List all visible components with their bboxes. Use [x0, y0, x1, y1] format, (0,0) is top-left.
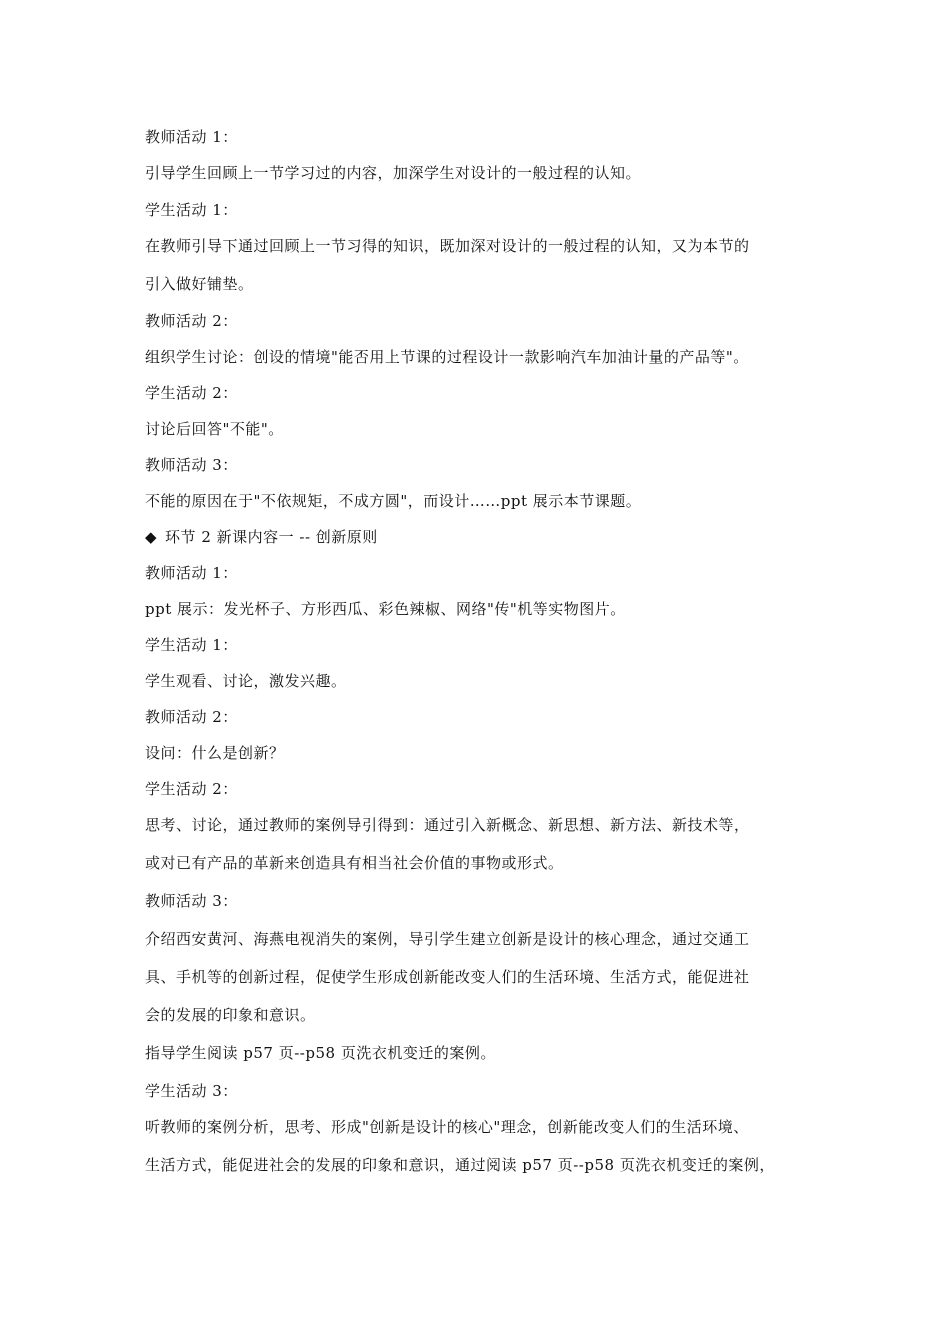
student-activity-3b-text-line1: 听教师的案例分析，思考、形成"创新是设计的核心"理念，创新能改变人们的生活环境、	[145, 1118, 749, 1136]
student-activity-1-text-line1: 在教师引导下通过回顾上一节习得的知识，既加深对设计的一般过程的认知，又为本节的	[145, 237, 750, 255]
student-activity-1-text-line2: 引入做好铺垫。	[145, 275, 254, 293]
teacher-activity-2-heading: 教师活动 2：	[145, 312, 238, 330]
teacher-activity-3-text: 不能的原因在于"不依规矩，不成方圆"，而设计……ppt 展示本节课题。	[145, 492, 642, 510]
student-activity-2-heading: 学生活动 2：	[145, 384, 238, 402]
teacher-activity-1b-heading: 教师活动 1：	[145, 564, 238, 582]
student-activity-3b-heading: 学生活动 3：	[145, 1082, 238, 1100]
teacher-activity-2b-heading: 教师活动 2：	[145, 708, 238, 726]
teacher-activity-3b-heading: 教师活动 3：	[145, 892, 238, 910]
student-activity-2b-heading: 学生活动 2：	[145, 780, 238, 798]
teacher-activity-1-text: 引导学生回顾上一节学习过的内容，加深学生对设计的一般过程的认知。	[145, 164, 642, 182]
teacher-activity-1b-text: ppt 展示：发光杯子、方形西瓜、彩色辣椒、网络"传"机等实物图片。	[145, 600, 626, 618]
student-activity-1b-heading: 学生活动 1：	[145, 636, 238, 654]
teacher-activity-3b-text-line1: 介绍西安黄河、海燕电视消失的案例，导引学生建立创新是设计的核心理念，通过交通工	[145, 930, 750, 948]
teacher-activity-3b-text-line2: 具、手机等的创新过程，促使学生形成创新能改变人们的生活环境、生活方式，能促进社	[145, 968, 750, 986]
teacher-activity-1-heading: 教师活动 1：	[145, 128, 238, 146]
section-heading	[145, 527, 378, 547]
teacher-activity-2b-text: 设问：什么是创新？	[145, 744, 285, 762]
student-activity-1-heading: 学生活动 1：	[145, 201, 238, 219]
section-heading-text: 环节 2 新课内容一 -- 创新原则	[165, 528, 378, 546]
student-activity-2b-text-line1: 思考、讨论，通过教师的案例导引得到：通过引入新概念、新思想、新方法、新技术等，	[145, 816, 750, 834]
diamond-bullet-icon: ◆	[145, 528, 158, 546]
student-activity-2-text: 讨论后回答"不能"。	[145, 420, 284, 438]
student-activity-1b-text: 学生观看、讨论，激发兴趣。	[145, 672, 347, 690]
teacher-activity-3b-text-line3: 会的发展的印象和意识。	[145, 1006, 316, 1024]
teacher-activity-2-text: 组织学生讨论：创设的情境"能否用上节课的过程设计一款影响汽车加油计量的产品等"。	[145, 348, 749, 366]
student-activity-2b-text-line2: 或对已有产品的革新来创造具有相当社会价值的事物或形式。	[145, 854, 564, 872]
teacher-activity-3b-guide: 指导学生阅读 p57 页--p58 页洗衣机变迁的案例。	[145, 1044, 496, 1062]
student-activity-3b-text-line2: 生活方式，能促进社会的发展的印象和意识，通过阅读 p57 页--p58 页洗衣机变迁的案例，	[145, 1156, 775, 1174]
teacher-activity-3-heading: 教师活动 3：	[145, 456, 238, 474]
